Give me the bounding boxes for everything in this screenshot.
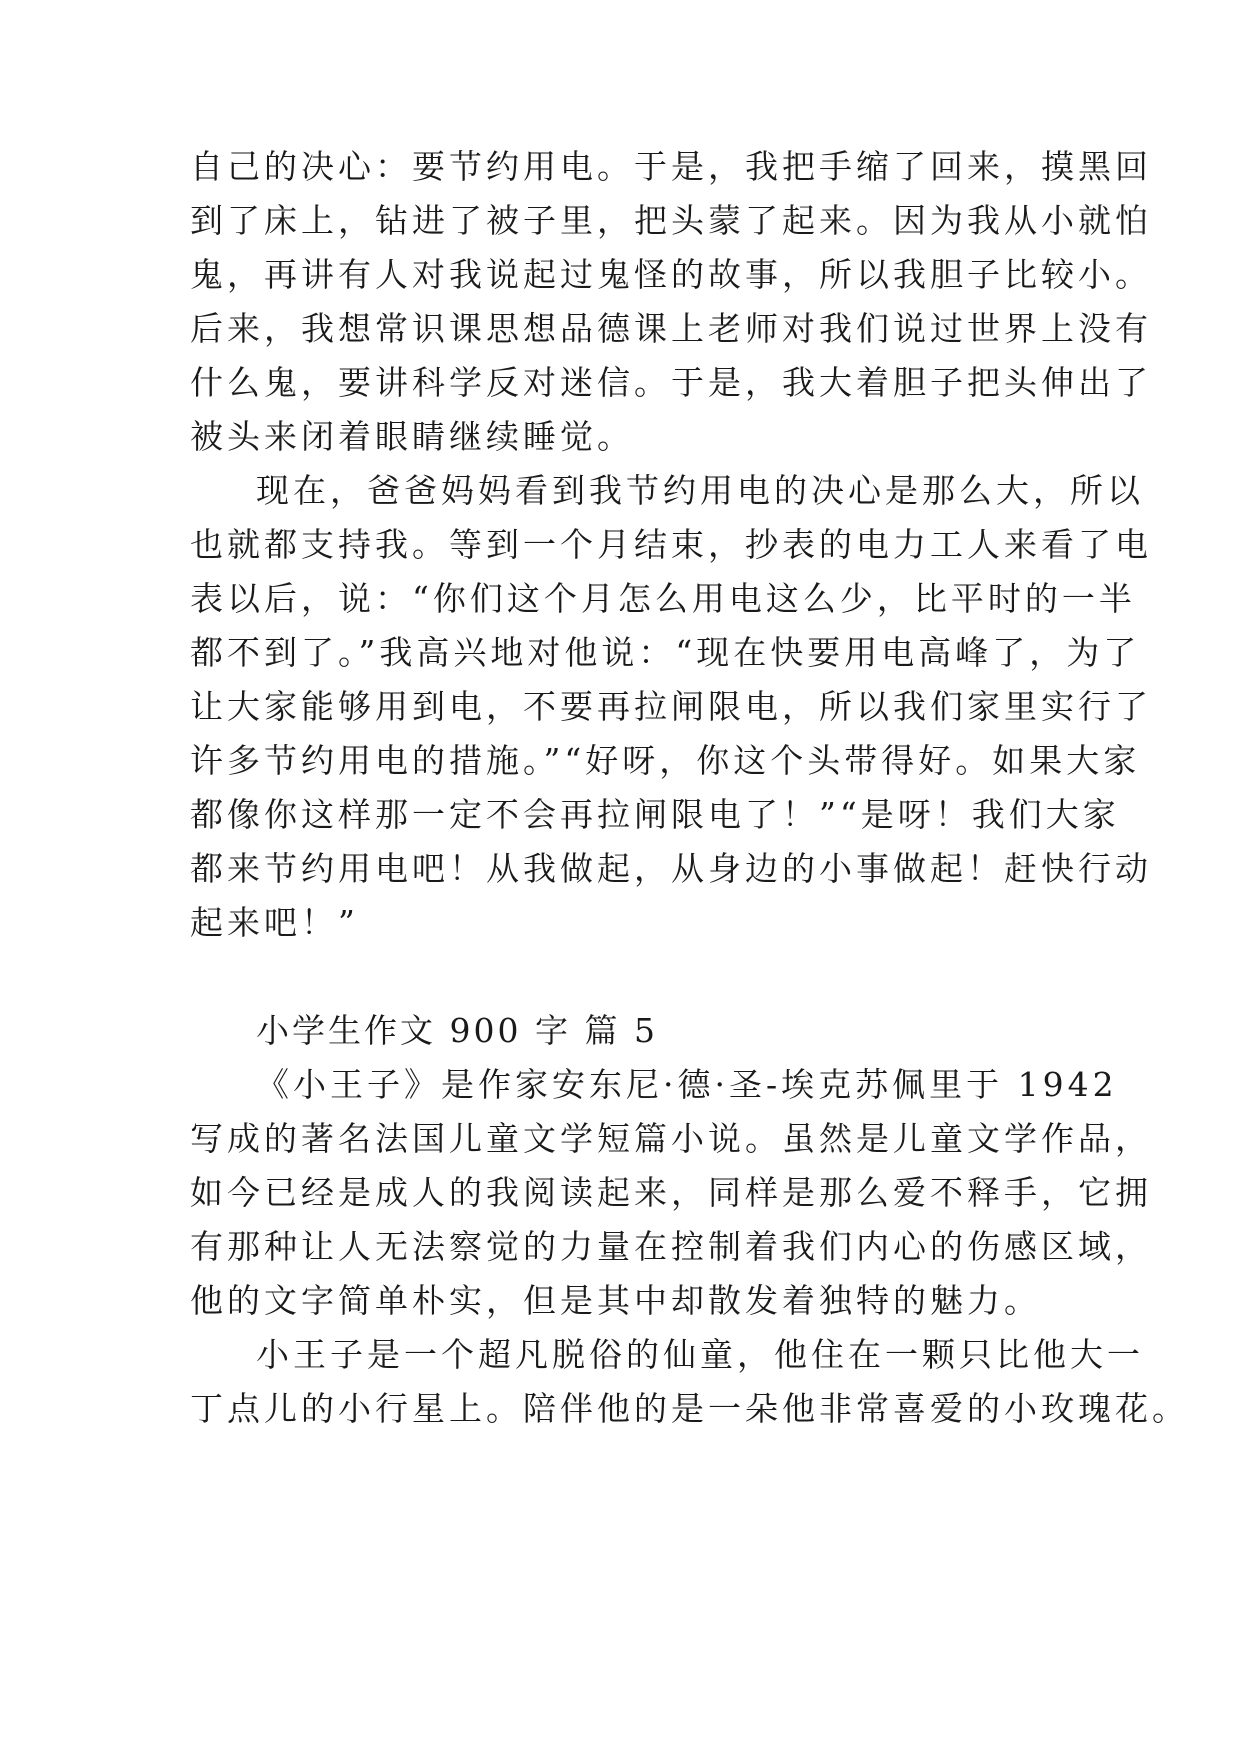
paragraph-line: 后来，我想常识课思想品德课上老师对我们说过世界上没有 [190, 309, 1152, 348]
paragraph-line: 小王子是一个超凡脱俗的仙童，他住在一颗只比他大一 [256, 1335, 1144, 1374]
paragraph-line: 什么鬼，要讲科学反对迷信。于是，我大着胆子把头伸出了 [190, 363, 1152, 402]
paragraph-line: 有那种让人无法察觉的力量在控制着我们内心的伤感区域， [190, 1227, 1152, 1266]
paragraph-line: 丁点儿的小行星上。陪伴他的是一朵他非常喜爱的小玫瑰花。 [190, 1389, 1189, 1428]
paragraph-line: 被头来闭着眼睛继续睡觉。 [190, 417, 634, 456]
paragraph-line: 鬼，再讲有人对我说起过鬼怪的故事，所以我胆子比较小。 [190, 255, 1152, 294]
paragraph-line: 都不到了。”我高兴地对他说：“现在快要用电高峰了，为了 [190, 633, 1141, 672]
paragraph-line: 写成的著名法国儿童文学短篇小说。虽然是儿童文学作品， [190, 1119, 1152, 1158]
paragraph-line: 让大家能够用到电，不要再拉闸限电，所以我们家里实行了 [190, 687, 1152, 726]
paragraph-line: 现在，爸爸妈妈看到我节约用电的决心是那么大，所以 [256, 471, 1144, 510]
paragraph-line: 都来节约用电吧！从我做起，从身边的小事做起！赶快行动 [190, 849, 1152, 888]
paragraph-line: 到了床上，钻进了被子里，把头蒙了起来。因为我从小就怕 [190, 201, 1152, 240]
paragraph-line: 自己的决心：要节约用电。于是，我把手缩了回来，摸黑回 [190, 147, 1152, 186]
paragraph-line: 如今已经是成人的我阅读起来，同样是那么爱不释手，它拥 [190, 1173, 1152, 1212]
paragraph-line: 起来吧！” [190, 903, 359, 942]
paragraph-line: 《小王子》是作家安东尼·德·圣-埃克苏佩里于 1942 [256, 1065, 1118, 1104]
paragraph-line: 他的文字简单朴实，但是其中却散发着独特的魅力。 [190, 1281, 1041, 1320]
section-heading: 小学生作文 900 字 篇 5 [256, 1011, 658, 1050]
paragraph-line: 都像你这样那一定不会再拉闸限电了！”“是呀！我们大家 [190, 795, 1120, 834]
paragraph-line: 许多节约用电的措施。”“好呀，你这个头带得好。如果大家 [190, 741, 1141, 780]
paragraph-line: 表以后，说：“你们这个月怎么用电这么少，比平时的一半 [190, 579, 1136, 618]
paragraph-line: 也就都支持我。等到一个月结束，抄表的电力工人来看了电 [190, 525, 1152, 564]
